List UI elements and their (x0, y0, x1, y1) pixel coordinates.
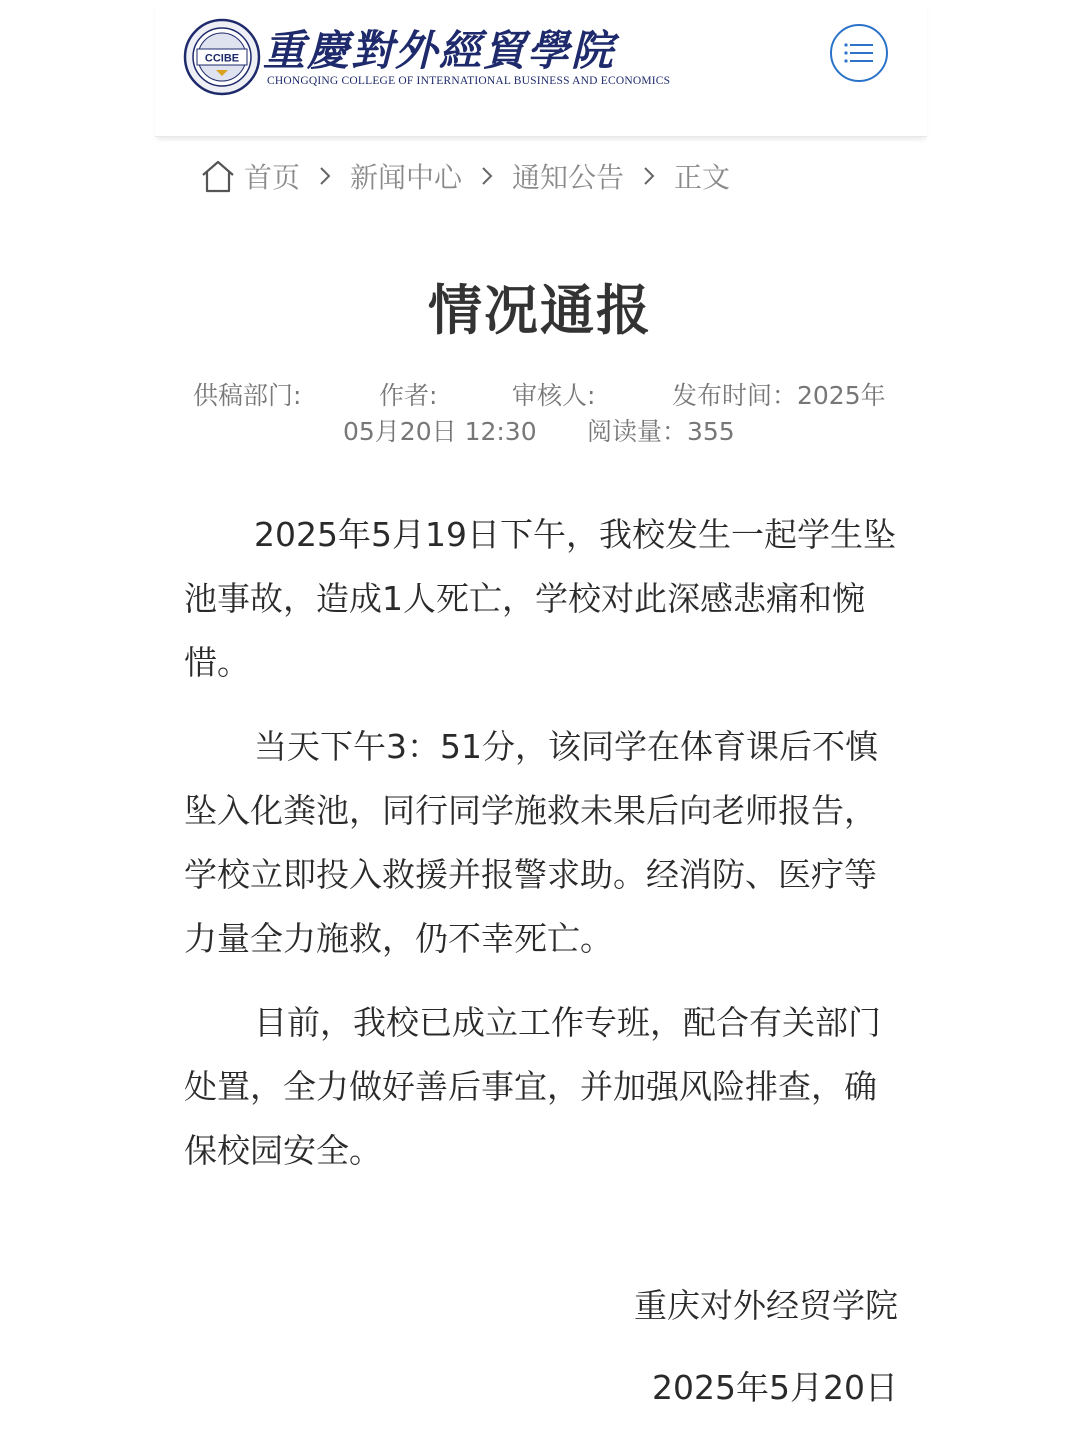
chevron-right-icon (480, 165, 494, 187)
meta-read-count: 阅读量：355 (587, 417, 735, 446)
college-logo[interactable] (183, 18, 261, 96)
breadcrumb-notices[interactable]: 通知公告 (512, 161, 625, 194)
breadcrumb-home[interactable]: 首页 (244, 161, 301, 194)
college-name-cn[interactable]: 重慶對外經貿學院 (263, 26, 616, 75)
article-paragraph: 当天下午3：51分，该同学在体育课后不慎坠入化粪池，同行同学施救未果后向老师报告，学校立即投入救援并报警求助。经消防、医疗等力量全力施救，仍不幸死亡。 (184, 727, 878, 958)
breadcrumb (200, 154, 730, 198)
breadcrumb-current: 正文 (674, 161, 731, 194)
home-icon[interactable] (200, 158, 236, 194)
signature-date: 2025年5月20日 (652, 1368, 898, 1407)
meta-author: 作者: (379, 381, 438, 410)
breadcrumb-news-center[interactable]: 新闻中心 (350, 161, 463, 194)
signature-org: 重庆对外经贸学院 (634, 1286, 898, 1325)
menu-button[interactable] (830, 24, 888, 82)
chevron-right-icon (318, 165, 332, 187)
logo-text: CCIBE (204, 52, 240, 65)
meta-publish-time: 发布时间：2025年 (672, 381, 886, 410)
meta-publish-time-cont: 05月20日 12:30 (343, 417, 537, 446)
college-name-en: CHONGQING COLLEGE OF INTERNATIONAL BUSINESS AND ECONOMICS (267, 75, 671, 87)
article-body (184, 503, 904, 1203)
chevron-right-icon (642, 165, 656, 187)
meta-source: 供稿部门: (193, 381, 302, 410)
meta-reviewer: 审核人: (512, 381, 596, 410)
menu-icon (844, 42, 874, 64)
article-paragraph: 目前，我校已成立工作专班，配合有关部门处置，全力做好善后事宜，并加强风险排查，确保校园安全。 (184, 1003, 881, 1170)
article-paragraph: 2025年5月19日下午，我校发生一起学生坠池事故，造成1人死亡，学校对此深感悲痛和惋惜。 (184, 515, 896, 682)
page-title: 情况通报 (428, 279, 652, 342)
site-header (155, 0, 927, 137)
